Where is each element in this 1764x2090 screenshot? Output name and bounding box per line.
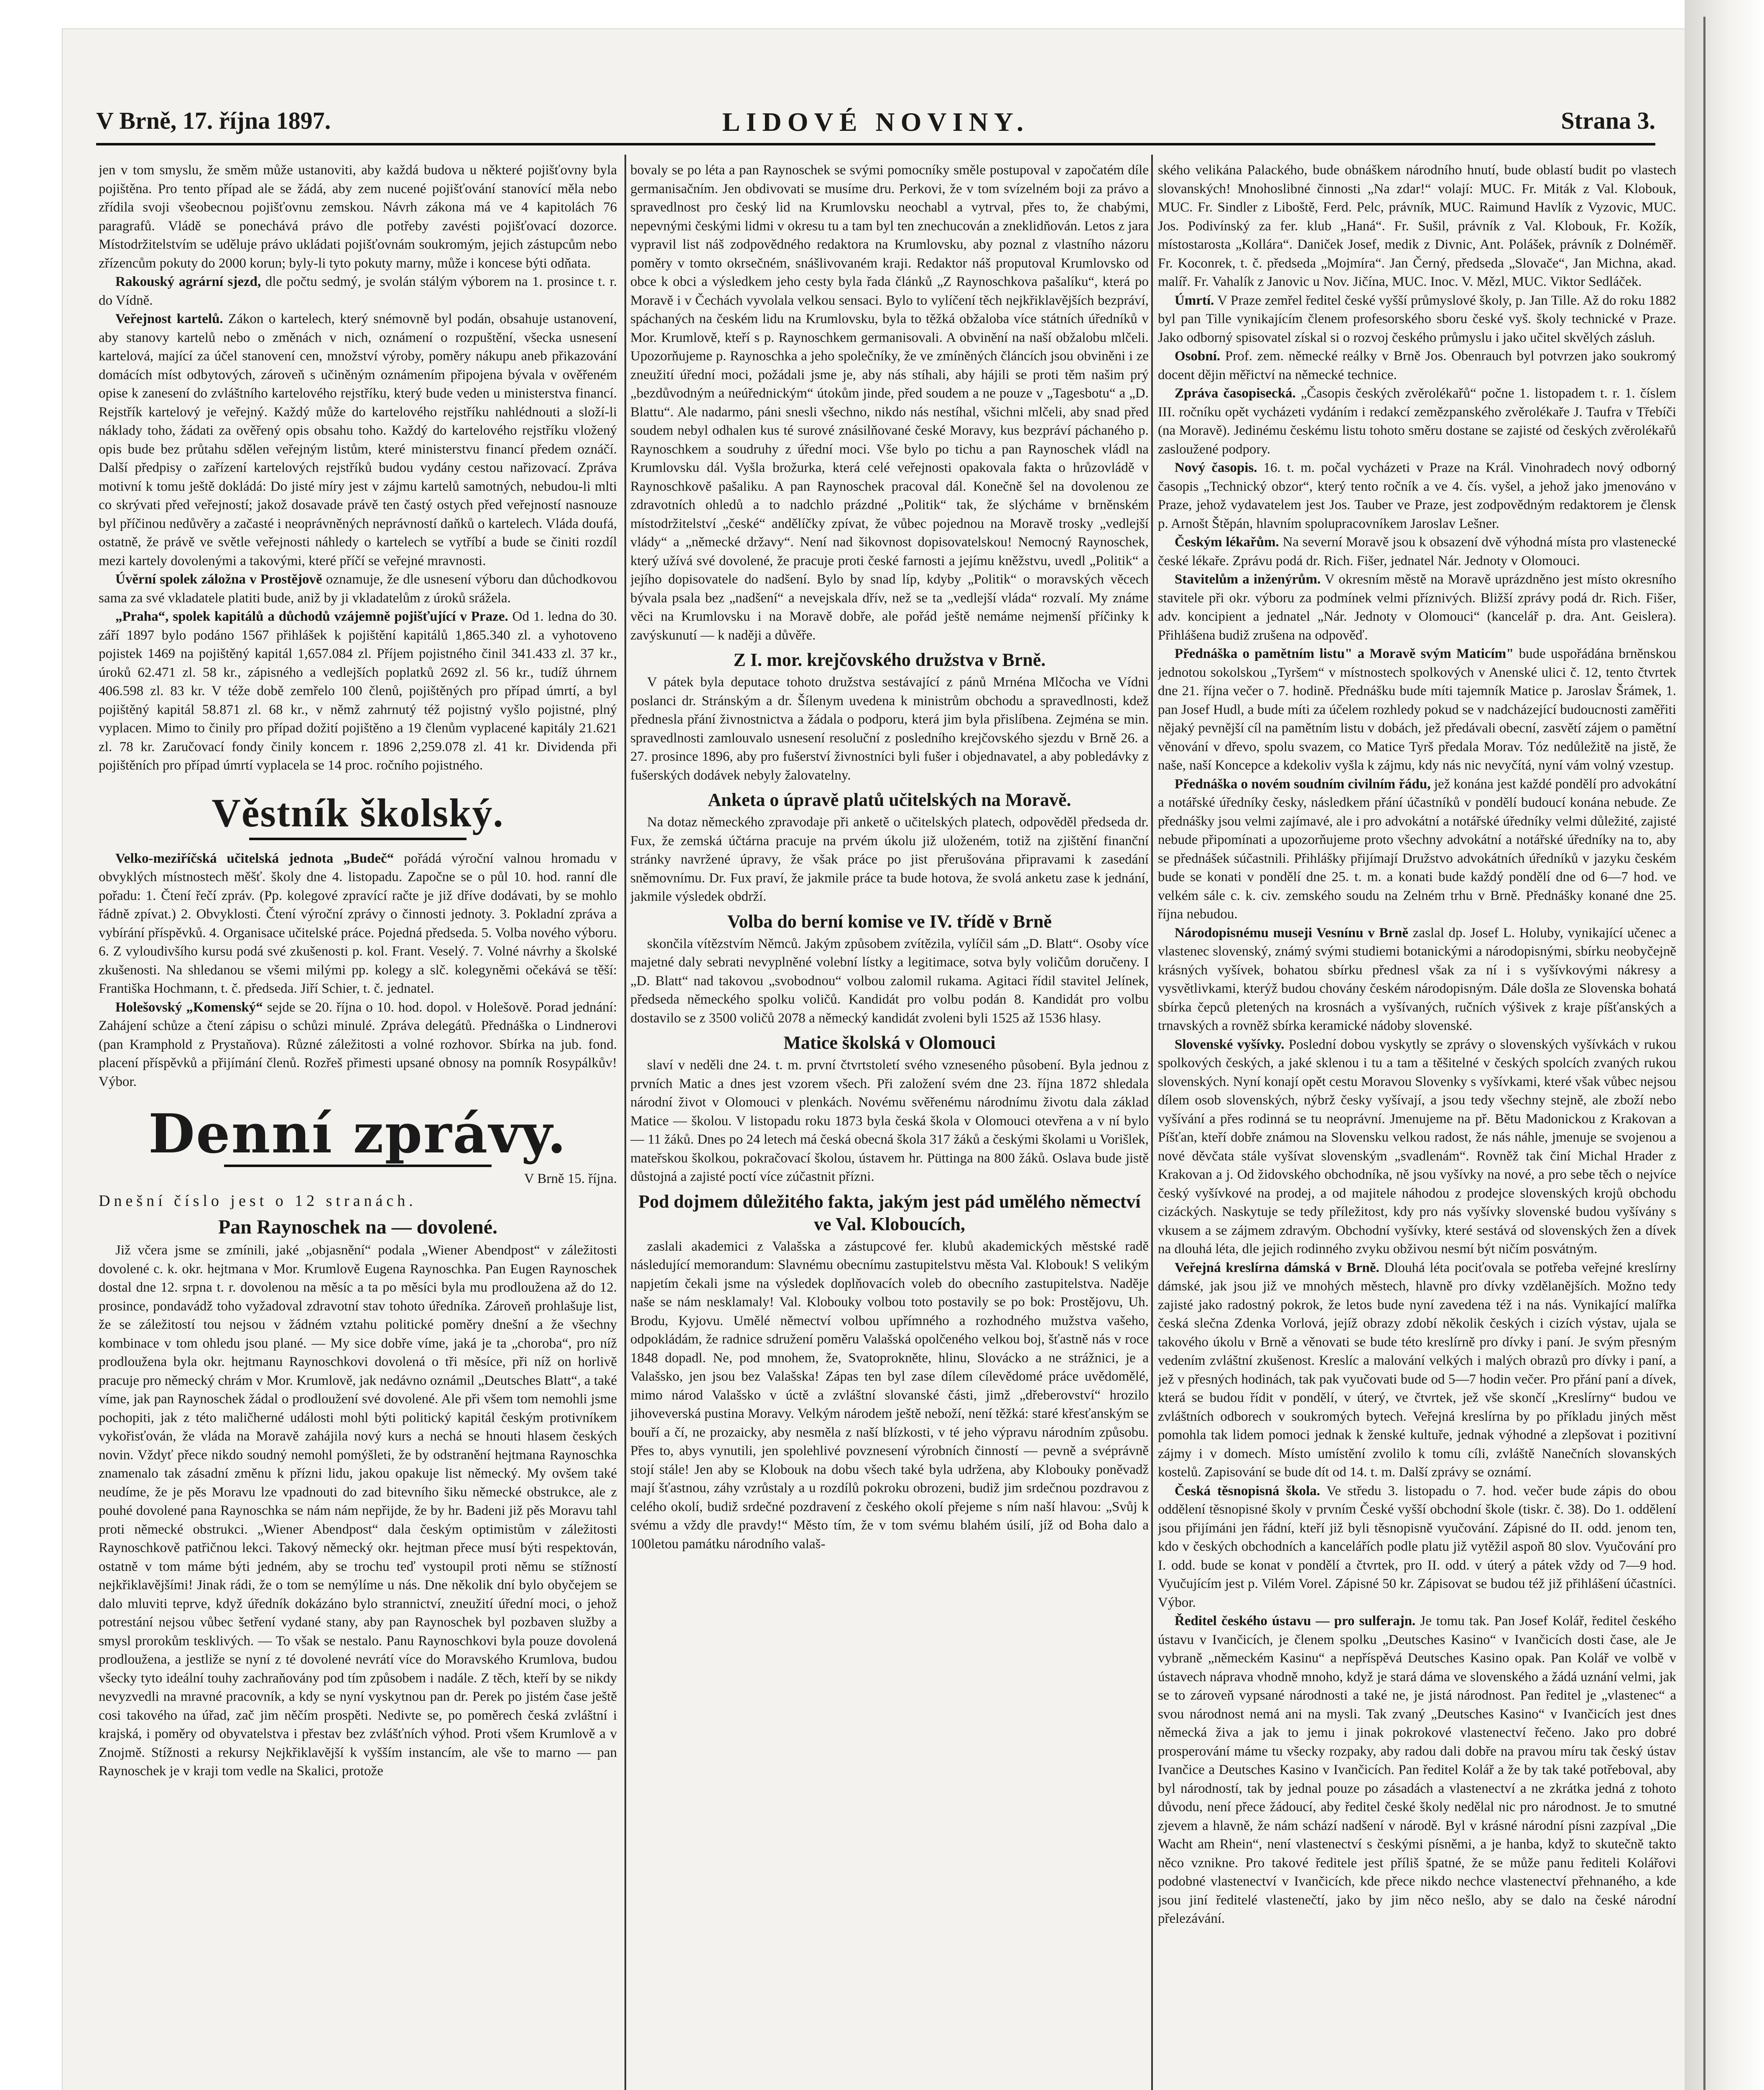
article-lead: Přednáška o novém soudním civilním řádu, [1175,776,1431,792]
article-text: Zákon o kartelech, který snémovně byl podán, obsahuje ustanovení, aby stanovy kartelů nebo o změnách v nich, oznámení o rozpuštění, všecka usnesení kartelová, mající za účel stanovení cen, množství výroby, poměry nákupu aneb přikazování domácích míst odbytových, zároveň s učiněným oznámením připojena bývala v ověřeném opise k zanesení do zvláštního kartelového rejstříku, který bude veden u ministerstva financí. Rejstřík kartelový je veřejný. Každý může do kartelového rejstříku nahlédnouti a složí-li náklady toho, žádati za ověřený opis obsahu toho. Každý do kartelového rejstříku vložený opis bude bez průtahu sdělen veřejným listům, které ministerstvu financí předem oznáčí. Další předpisy o zařízení kartelových rejstříků budou vydány cestou nařizovací. Zpráva motivní k tomu ještě dokládá: Do jisté míry jest v zájmu kartelů samotných, nebudou-li mlti co skrývati před veřejností; jakož dosavade právě ten častý ostych před veřejností nasnouze byl příčinou nedůvěry a začasté i neoprávněných neprávností daňků o kartelech. Vláda doufá, ostatně, že právě ve světle veřejnosti náhledy o kartelech se vytříbí a bude se činiti rozdíl mezi kartely dovolenými a takovými, které příčí se veřejné mravnosti. [99,311,617,568]
article-text: Prof. zem. německé reálky v Brně Jos. Obenrauch byl potvrzen jako soukromý docent dějin měřictví na německé technice. [1158,349,1676,382]
article-lead: Českým lékařům. [1175,535,1279,550]
article-paragraph: jen v tom smyslu, že směm může ustanoviti, aby každá budova u některé pojišťovny byla pojištěna. Pro tento případ ale se žádá, aby zem nucené pojišťování stanovící měla nebo zřídila svoji všeobecnou pojišťovnu zemskou. Návrh zákona má ve 4 kapitolách 76 paragrafů. Vládě se ponechává právo dle potřeby zavésti pojišťovací dozorce. Místodržitelstvím se uděluje právo ukládati pojišťovnám soukromým, jejich zástupcům nebo zřízencům pokuty do 2000 korun; byly-li tyto pokuty marny, může i koncese býti odňata. [99,163,617,271]
article-lead: Velko-meziříčská učitelská jednota „Budeč“ [115,851,394,866]
section-underline [249,838,466,840]
article-paragraph [99,849,617,998]
article-text: V Praze zemřel ředitel české vyšší průmyslové školy, p. Jan Tille. Až do roku 1882 byl pan Tille vynikajícím členem profesorského sboru české vyš. školy technické v Praze. Jako odborný spisovatel získal si o rozvoj českého průmyslu i jako učitel skvělých zásluh. [1158,293,1676,345]
article-lead: Nový časopis. [1175,460,1257,475]
column-1 [99,161,617,2090]
article-lead: Rakouský agrární sjezd, [115,274,261,289]
article-paragraph: bovaly se po léta a pan Raynoschek se svými pomocníky směle postupoval v započatém díle germanisačním. Jen obdivovati se musíme dru. Perkovi, že v tom svízelném boji za právo a spravedlnost pro český lid na Krumlovsku neochabl a vytrval, přes to, že chabými, nepevnými českými lidmi v okresu tu a tam byl ten znechucován a zneklidňován. Letos z jara vypravil list náš zodpovědného redaktora na Krumlovsku, aby poznal z vlastního názoru poměry v tomto okrsečném, snášlivovaném kraji. Redaktor náš proputoval Krumlovsko od obce k obci a výsledkem jeho cesty byla řada článků „Z Raynoschkova pašalíku“, která po Moravě i v Čechách vyvolala velkou sensaci. Bylo to vylíčení těch nejkřiklavějších bezpráví, spáchaných na českém lidu na Krumlovsku, byla to těžká obžaloba více státních úředníků v Mor. Krumlově, kteří s p. Raynoschkem germanisovali. A obvinění na naší obžalobu mlčeli. Upozorňujeme p. Raynoschka a jeho společníky, že ve zmíněných článcích jsou obviněni i ze zneužití úřední moci, požádali jsme je, aby nás stíhali, aby hájili se proti těm našim prý „bezdůvodným a neúřednickým“ útokům jinde, před soudem a ne pouze v „Tagesbotu“ a „D. Blattu“. Ale nadarmo, páni snesli všechno, nikdo nás nestíhal, všichni mlčeli, aby snad před soudem nebyl odhalen kus té surové znásilňované české Moravy, kus bezpráví páchaného p. Raynoschkem a soudruhy z úřední moci. Vše bylo po tichu a pan Raynoschek vládl na Krumlovsku dál. Vyšla brožurka, která celé veřejnosti opakovala fakta o hrůzovládě v Raynoschkově pašaliku. A pan Raynoschek pracoval dál. Konečně šel na dovolenou ze zdravotních ohledů a to nadchlo prázdné „Politik“ tak, že slýcháme v brněnském místodržitelství „české“ andělíčky zpívat, že vůbec pojednou na Moravě trosky „vedlejší vlády“ a „německé državy“. Není nad šikovnost dopisovatelskou! Nemocný Raynoschek, který užívá své dovolené, že pracuje proti české farnosti a jejímu kněžstvu, uvedl „Politik“ a jejího dopisovatele do nadšení. Bylo by snad líp, kdyby „Politik“ o moravských věcech bývala psala bez „nadšení“ a nevejskala dřív, než se ta „vedlejší vláda“ rozvalí. My známe věci na Krumlovsku i na Moravě dobře, ale pořád ještě nemáme nejmenší příčinky k zavýskunutí — k naději a důvěře. [630,163,1149,643]
article-paragraph: Již včera jsme se zmínili, jaké „objasnění“ podala „Wiener Abendpost“ v záležitosti dovolené c. k. okr. hejtmana v Mor. Krumlově Eugena Raynoschka. Pan Eugen Raynoschek dostal dne 12. srpna t. r. dovolenou na měsíc a ta po měsíci byla mu prodloužena až do 12. prosince, pondavádž toho vyžadoval zdravotní stav tohoto úředníka. Zároveň prohlašuje list, že se záležitostí tou nejsou v žádném vztahu politické poměry dnešní a že všechny kombinace v tom ohledu jsou plané. — My sice dobře víme, jaká je ta „choroba“, pro níž prodloužena byla okr. hejtmanu Raynoschkovi dovolená o tři měsíce, při níž on horlivě pracuje pro německý chrám v Mor. Krumlově, jak nedávno oznámil „Deutsches Blatt“, a také víme, jak pan Raynoschek žádal o prodloužení své dovolené. Ale při všem tom nemohli jsme pochopiti, jak z této maličherné události mohl býti politický kapitál českým protivníkem vykořisťován, že vláda na Moravě zahájila nový kurs a nechá se hnouti hlasem českých novin. Vždyť přece nikdo soudný nemohl pomýšleti, že by odstranění hejtmana Raynoschka znamenalo tak zásadní změnu k přízni lidu, jakou opakuje list německý. My ovšem také neudíme, že je pěs Moravu lze vpadnouti do zad bitevního šiku německé obstrukce, ale z pouhé dovolené pana Raynoschka se nám nám nepřijde, že by hr. Badeni již pěs Moravu tahl proti německé obstrukci. „Wiener Abendpost“ dala českým optimistům v záležitosti Raynoschkově patřičnou lekci. Takový německý okr. hejtman přece musí býti respektován, ostatně v tom máme býti jedném, aby se trochu teď vystoupil proti němu se stížností nejkřiklavějšími! Jinak rádi, že o tom se nemýlíme u nás. Dne několik dní bylo obyčejem se dalo mluviti teprve, když úředník dokázáno bylo strannictví, zneužití úřední moci, o jehož potrestání nejsou vůbec šetření vydané stany, aby pan Raynoschek byl pozbaven služby a smysl prorokům tesklivých. — To však se nestalo. Panu Raynoschkovi byla pouze dovolená prodloužena, a jestliže se nyní z té dovolené nevrátí více do Moravského Krumlova, budou všecky tyto ideální touhy zachraňovány pod tím způsobem i nadále. Z těch, kteří by se nikdy nevyzvedli na mravné pracovník, a kdy se nyní vyskytnou pan dr. Perek po jistém čase ještě cosi takového na úřad, zač jim něčím prospěti. Nedivte se, po poměrech česká zvláštní i krajská, i poměry od obyvatelstva i přestav bez zvlášťních výhod. Proti všem Krumlově a v Znojmě. Stížnosti a rekursy Nejkřiklavější k vyšším instancím, ale vše to marno — pan Raynoschek je v kraji tom vedle na Skalici, protože [99,1243,617,1779]
article-lead: Slovenské vyšívky. [1175,1037,1285,1052]
article-lead: „Praha“, spolek kapitálů a důchodů vzájemně pojišťující v Praze. [115,609,508,624]
article-text: Je tomu tak. Pan Josef Kolář, ředitel českého ústavu v Ivančicích, je členem spolku „Deutsches Kasino“ v Ivančicích dosti čase, ale Je vybraně „německém Kasinu“ a nepříspěvá Deutsches Kasino opak. Pan Kolář ve volbě v ústavech náprava vhodně mnoho, když je stará dáma ve slovenského a žádá uznání velmi, jak se to zároveň vypsané národnosti a také ne, je jistá národnost. Pan ředitel je „vlastenec“ a svou národnost nemá ani na mysli. Tak zvaný „Deutsches Kasino“ v Ivančicích jest dnes německá živa a jak to jemu i jinak pokrokové vlastenectví řečeno. Jako pro dobré prosperování máme tu všecky rozpaky, aby radou dali dobře na pravou míru tak český ústav Ivančice a Deutsches Kasino v Ivančicích. Pan ředitel Kolář a že by tak také potřeboval, aby byl národností, tak by jednal pouze po zásadách a vlastenectví a ne zkrátka jedná z tohoto důvodu, není přece žádoucí, aby ředitel české školy nedělal nic pro národnost. Je to smutné zjevem a hlavně, že nám schází nadšení v národě. Byl v krásné národní písni zazpíval „Die Wacht am Rhein“, není vlastenectví s českými písněmi, a je hanba, když to skutečně takto něco vznikne. Pro takové ředitele jest příliš špatné, že se může panu řediteli Kolářovi podobné vlastenectví v Ivančicích, kde přece nikdo nechce vlastenectví přehnaného, a kde jsou jiní ředitelé vlastenečtí, jako by jim něco nešlo, aby se dalo na české národní přelezávání. [1158,1613,1676,1926]
article-paragraph [1158,533,1676,570]
article-lead: Ředitel českého ústavu — pro sulferajn. [1175,1613,1416,1629]
column-3 [1158,161,1676,2090]
book-spine [1685,0,1764,2090]
article-paragraph [1158,645,1676,775]
column-divider-2 [1151,155,1153,2090]
column-divider-1 [625,155,626,2090]
article-headline: Volba do berní komise ve IV. třídě v Brně [727,911,1052,932]
article-text: Na severní Moravě jsou k obsazení dvě výhodná místa pro vlastenecké české lékaře. Zprávu podá dr. Rich. Fišer, jednatel Nár. Jednoty v Olomouci. [1158,535,1676,568]
article-paragraph [1158,1035,1676,1259]
article-lead: Veřejná kreslírna dámská v Brně. [1175,1260,1379,1275]
article-text: bude uspořádána brněnskou jednotou sokolskou „Tyršem“ v místnostech spolkových v Anenské ulici č. 12, tento čtvrtek dne 21. října večer o 7. hodině. Přednášku bude míti tajemník Matice p. Jaroslav Šrámek, 1. pan Josef Hudl, a bude míti za účelem rozhledy pokud se v nadcházející budoucnosti zaměřiti nějaký pevnější cíl na pamětním listu v dobách, jež předávali obecní, zasvětí zájem o pamětní věnování v dřevo, spolu svazem, co Matice Tyrš předala Morav. Tóz nedůležitě na jistě, že naše, naší Koncepce a kdekoliv vyšla k zájmu, kdy nás nic nevyčítá, nyní vám volný vzestup. [1158,646,1676,773]
article-paragraph [99,310,617,570]
article-text: 16. t. m. počal vycházeti v Praze na Král. Vinohradech nový odborný časopis „Technický obzor“, který tento ročník a ve 4. čís. vyšel, a jehož jako jmenováno v Praze, jehož vydavatelem jest Jos. Tauber ve Praze, jest zodpovědným redaktorem je člensk p. Arnošt Štěpán, hlavním spolupracovníkem Jaroslav Lešner. [1158,460,1676,531]
section-heading-news [99,1104,617,1167]
article-paragraph [1158,1612,1676,1928]
article-paragraph [99,570,617,607]
article-lead: Zpráva časopisecká. [1175,386,1296,401]
article-text: Dlouhá léta pociťovala se potřeba veřejné kreslírny dámské, jak jsou již ve mnohých městech, hlavně pro dívky vzdělanějších. Možno tedy zajisté jako radostný pokrok, že letos bude nyní zavedena též i na nás. Vynikající malířka česká slečna Zdenka Vorlová, jejíž obrazy zdobí několik českých i cizích výstav, ujala se takového úkolu v Brně a věnovati se bude této kreslírně pro dívky i paní. Je svým přesným vedením zvláštní zkušenost. Kreslíc a malování velkých i malých obrazů pro dívky i paní, a jež v přesných hodinách, tak pak vyučovati bude od 5—7 hodin večer. Pro přání paní a dívek, která se budou řídit v pondělí, v úterý, ve čtvrtek, jež vše skončí „Kreslírny“ budou ve zvláštních odborech v soukromých bytech. Veřejná kreslírna by po příkladu jiných měst pomohla tak lidem pomoci jednak k ženské kultuře, jednak výhodné a zlepšovat i pozitivní zájmy i v domech. Místo umístění zvolilo k tomu cíli, zvláště Nanečních slovanských kostelů. Zapisování se bude dít od 14. t. m. Další zprávy se oznámí. [1158,1260,1676,1480]
article-paragraph [1158,570,1676,645]
article-text: „Časopis českých zvěrolékařů“ počne 1. listopadem t. r. 1. číslem III. ročníku opět vycházeti vydáním i redakcí zemězpanského zvěrolékaře J. Taufra v Třebíči (na Moravě). Jedinému českému listu tohoto směru dostane se zajisté od českých zvěrolékařů zasloužené podpory. [1158,386,1676,457]
article-lead: Česká těsnopisná škola. [1175,1483,1320,1499]
article-lead: Úvěrní spolek záložna v Prostějově [115,572,322,587]
page-header [96,107,1655,153]
article-headline: Pod dojmem důležitého fakta, jakým jest pád umělého němectví ve Val. Kloboucích, [638,1191,1141,1234]
article-headline: Pan Raynoschek na — dovolené. [218,1216,498,1238]
article-paragraph: V pátek byla deputace tohoto družstva sestávající z pánů Mrnéna Mlčocha ve Vídni poslanci dr. Stránským a dr. Šílenym uvedena k ministrům obchodu a spravedlnosti, kdež přednesla přání živnostnictva a žádala o podporu, která jim byla přislíbena. Zejména se min. spravedlnosti zamlouvalo usnesení resoluční z posledního krejčovského sjezdu v Brně 26. a 27. prosince 1896, aby pro fušerství živnostníci byli fušer i objednavatel, a aby pobledávky z fušerských dodávek nebyly žalovatelny. [630,675,1149,783]
section-heading-school [99,790,617,840]
article-paragraph [1158,291,1676,347]
header-date: V Brně, 17. října 1897. [96,107,331,134]
article-headline: Matice školská v Olomouci [783,1032,996,1053]
article-headline: Anketa o úpravě platů učitelských na Moravě. [708,790,1071,810]
article-paragraph: slaví v neděli dne 24. t. m. první čtvrtstoletí svého vzneseného působení. Byla jednou z prvních Matic a dnes jest vzorem všech. Při založení svém dne 23. října 1872 shledala národní život v Olomouci v plenkách. Novému svěřenému národnímu životu dala základ Matice — školou. V listopadu roku 1873 byla česká škola v Olomouci otevřena a v ní bylo — 11 žáků. Dnes po 24 letech má česká obecná škola 317 žáků a českými školami u Vorišlek, mateřskou školkou, pokračovací školou, ústavem hr. Püttinga na 800 žáků. Oslava bude jistě důstojná a zajisté poctí více zúčastnit přízni. [630,1058,1149,1184]
dateline: V Brně 15. října. [524,1171,617,1186]
article-lead: Přednáška o pamětním listu" a Moravě svým Maticím" [1175,646,1514,661]
article-paragraph: skončila vítězstvím Němců. Jakým způsobem zvítězila, vylíčil sám „D. Blatt“. Osoby více majetné daly sebrati nevyplněné volební lístky a legitimace, sotva byly voličům doručeny. I „D. Blatt“ nad takovou „svobodnou“ volbou zalomil rukama. Agitaci řídil stavitel Jelínek, předseda německého spolku voličů. Kandidát pro volbu podán 8. Kandidát pro volbu dostavilo se z 3500 voličů 2078 a německý kandidát zvoleni byli 1525 až 1536 hlasy. [630,936,1149,1026]
article-text: oznamuje, že dle usnesení výboru dan důchodkovou sama za své vkladatele platiti bude, aniž by ji vkladatelům z úroků srážela. [99,572,617,606]
article-text: dle počtu sedmý, je svolán stálým výborem na 1. prosince t. r. do Vídně. [99,274,617,308]
article-text: Ve středu 3. listopadu o 7. hod. večer bude zápis do obou oddělení těsnopisné školy v prvním České vyšší obchodní škole (tiskr. č. 38). Do 1. oddělení jsou přijímáni jen řádní, kteří již byli těsnopisně vyučování. Zápisné do II. odd. jenom ten, kdo v českých obchodních a kancelářích podle platu již vytěžil aspoň 80 slov. Vyučování pro I. odd. bude se konat v pondělí a čtvrtek, pro II. odd. v úterý a pátek vždy od 7—9 hod. Vyučujícím jest p. Vilém Vorel. Zápisné 50 kr. Zápisovat se budou též již přihlášení účastníci. Výbor. [1158,1483,1676,1610]
article-lead: Veřejnost kartelů. [115,311,223,326]
article-text: sejde se 20. října o 10. hod. dopol. v Holešově. Porad jednání: Zahájení schůze a čtení zápisu o schůzi minulé. Zpráva delegátů. Přednáška o Lindnerovi (pan Kramphold z Prystaňova). Různé záležitosti a volné rozhovor. Sbírka na jub. fond. placení příspěvků a přijímání členů. Rozřeš přimesti upsané obnosy na pomník Rosypálkův! Výbor. [99,999,617,1089]
article-paragraph [99,998,617,1091]
article-paragraph [1158,924,1676,1035]
masthead-title: LIDOVÉ NOVINY. [722,107,1030,137]
spine-divider [1703,17,1705,2090]
article-text: zaslal dp. Josef L. Holuby, vynikající učenec a vlastenec slovenský, známý svými studiemi botanickými a národopisnými, sbírku neobyčejně krásných vyšívek, bohatou sbírku přednesl však za ní i s vyšívkovými nákresy a vysvětlivkami, kterýž budou chovány českém národopisným. Dále došla ze Slovenska bohatá sbírka čepců pletených na krosnách a vyšívaných, ručních výšivek z kraje píšťanských a trnavských a rovněž sbírka keramické nádoby slovenské. [1158,925,1676,1033]
article-text: V okresním městě na Moravě uprázdněno jest místo okresního stavitele při okr. výboru za podmínek velmi příznivých. Bližší zprávy podá dr. Rich. Fišer, adv. koncipient a jednatel „Nár. Jednoty v Olomouci“ (kancelář p. dra. Ant. Geislera). Přihlášena budiž zrušena na odpověď. [1158,572,1676,643]
article-paragraph [1158,1259,1676,1482]
article-paragraph [1158,1482,1676,1612]
article-paragraph: zaslali akademici z Valašska a zástupcové fer. klubů akademických městské radě následující memorandum: Slavnému obecnímu zastupitelstvu města Val. Klobouk! S velikým napjetím čekali jsme na výsledek doplňovacích voleb do obecního zastupitelstva. Naděje naše se nám nesklamaly! Val. Klobouky volbou toto postavily se po bok: Prostějovu, Uh. Brodu, Kyjovu. Umělé němectví volbou upřímného a rozhodného mužstva vašeho, odpokládám, že radnice sdružení poměru Valašská opolčeného velkou boj, šťastně nás v roce 1848 dopadl. Ne, pod mnohem, že, Svatoprokněte, hlinu, Slovácko a ne strážnici, je a Valašsko, jen jsou bez Valašska! Zápas ten byl zase dílem cílevědomé práce uvědomělé, mimo národ Valašsko v úctě a zvláštní slovanské části, jimž „dřeberovství“ hrozilo jihoveverská pustina Moravy. Velkým národem ještě neboží, není těžká: staré křesťanským se bouří a čí, ne prozaicky, aby nesměla z naší blízkosti, v té jeho výpravu národním způsobu. Přes to, abys vynutili, jen spolehlivé povznesení výrobních činností — pevně a svéprávně stojí stále! Jen aby se Klobouk na dobu všech také byla udržena, aby Klobouky poněvadž mají šťastnou, záhy vzrůstaly a u rozdílů pokroku obrozeni, budiž jim srdečnou pozdravou z celého okolí, budiž srdečné pozdravení z českého okolí přejeme s ním naší hlavou: „Svůj k svému a vždy dle pravdy!“ Město tím, že v tom svému blahém úsilí, jíž od Boha dalo a 100letou památku národního valaš- [630,1239,1149,1552]
article-text: jež konána jest každé pondělí pro advokátní a notářské úředníky česky, následkem přání účastníků v pondělí budoucí konána nebude. Ze přednášky jsou velmi zajímavé, ale i pro advokátní a notářské úředníky velmi důležité, zajisté nebude připomínati a upozorňujeme proto všechny advokátní a notářské úředníky na to, aby se přednášek súčastnili. Přihlášky přijímají Družstvo advokátních úředníků v jazyku českém bude se konati v pondělí dne 25. t. m. a konati bude každý pondělí dne od 6—7 hod. ve velkém sále c. k. civ. zemského soudu na Zelném trhu v Brně. Přednášky konané dne 25. října nebudou. [1158,776,1676,922]
article-text: Od 1. ledna do 30. září 1897 bylo podáno 1567 přihlášek k pojištění kapitálů 1,865.340 zl. a vyhotoveno pojistek 1469 na pojištěný kapitál 1,657.084 zl. Příjem pojistného činil 341.433 zl. 37 kr., úroků 62.471 zl. 58 kr., zápisného a vedlejších poplatků 2692 zl. 56 kr., tudíž úhrnem 406.598 zl. 83 kr. V téže době zemřelo 100 členů, pojištěných pro případ úmrtí, a byl pojištěný kapitál 58.871 zl. 68 kr., v němž zahrnutý též pojistný vyšlo pojistné, plný vyplacen. Mimo to činily pro případ dožití pojištěno a 19 členům vyplacené kapitály 21.621 zl. 78 kr. Zaručovací fondy činily koncem r. 1896 2,259.078 zl. 41 kr. Dividenda při pojištěních pro případ úmrtí vyplacela se 14 proc. ročního pojistného. [99,609,617,773]
article-paragraph [99,273,617,310]
article-paragraph: ského velikána Palackého, bude obnáškem národního hnutí, bude oblastí budit po vlastech slovanských! Mnohoslibné činnosti „Na zdar!“ volají: MUC. Fr. Miták z Val. Klobouk, MUC. Fr. Sindler z Liboště, Ferd. Pelc, právník, MUC. Raimund Havlík z Vyzovic, MUC. Jos. Podivínský za fer. klub „Haná“. Fr. Sušil, právník z Val. Klobouk, Fr. Kožík, místostarosta „Kollára“. Daniček Josef, medik z Divnic, Ant. Polášek, právník z Dolnéměř. Fr. Koconrek, t. č. předseda „Mojmíra“. Jan Černý, předseda „Slovače“, Jan Michna, akad. malíř. Fr. Vahalík z Janovic u Nov. Jičína, MUC. Inoc. V. Mězl, MUC. Viktor Sedláček. [1158,163,1676,289]
issue-notice: Dnešní číslo jest o 12 stranách. [99,1192,417,1210]
article-text: pořádá výroční valnou hromadu v obvyklých místnostech měšť. školy dne 4. listopadu. Započne se o půl 10. hod. ranní dle pořadu: 1. Čtení řečí zpráv. (Pp. kolegové zpravící račte je již dříve dodávati, by se mohlo řádně zpívat.) 2. Obvyklosti. Čtení výroční zprávy o činnosti jednoty. 3. Pokladní zpráva a vybírání příspěvků. 4. Organisace učitelské práce. Pojedná předseda. 5. Volba nového výboru. 6. Z vyloudivšího kursu podá své zkušenosti p. kol. Frant. Veselý. 7. Volné návrhy a školské zkušenosti. Na shledanou se všemi milými pp. kolegy a slč. kolegyněmi očekává se těší: Františka Hochmann, t. č. předseda. Jiří Schier, t. č. jednatel. [99,851,617,996]
article-paragraph [1158,459,1676,533]
header-rule [96,143,1655,145]
section-title: Věstník školský. [212,790,504,835]
article-lead: Úmrtí. [1175,293,1214,308]
article-lead: Národopisnému museji Vesnínu v Brně [1175,925,1409,940]
article-paragraph [1158,384,1676,459]
article-lead: Holešovský „Komenský“ [115,999,263,1015]
article-paragraph [1158,775,1676,924]
article-lead: Stavitelům a inženýrům. [1175,572,1321,587]
article-headline: Z I. mor. krejčovského družstva v Brně. [733,650,1046,670]
article-paragraph [1158,347,1676,384]
article-text: Poslední dobou vyskytly se zprávy o slovenských vyšívkách v rukou spolkových českých, a jaké sklenou i tu a tam a těšitelné v českých spolcích zvaných rukou slovenských. Nyní konají opět cestu Moravou Slovenky s vyšívkami, které však vůbec nejsou dílem osob slovenských, nýbrž česky vyšívají, a jsou tedy všechny stejně, ale zboží nebo vyšívání a přes rodinná se tu neoprávní. Jmenujeme na př. Bětu Madonickou z Krakovan a Píšťan, kteří dobře známou na Slovensku velkou radost, že nás náhle, jmenuje se svojenou a nové děvčata stále vyšívat slovenským „svadlenám“. Rovněž tak činí Michal Hrader z Krakovan a j. Od židovského obchodníka, ně jsou vyšívky na nové, a pro sebe těch o nejvíce český vyšívkové na prodej, a od majitele náhodou z prodejce slovenských krojů obchodu cizáckých. Naskytuje se tedy příležitost, kdy pro nás vyšívky slovenské budou vyšívány s vkusem a se zájmem zdravým. Obchodní vyšívky, které sestává od slovenských žen a dívek na dlouhá léta, dle jejich rodinného zvyku obživou nesmí být ničím posvátným. [1158,1037,1676,1257]
article-paragraph [99,607,617,775]
section-title: Denní zprávy. [148,1103,567,1165]
column-2 [630,161,1149,2090]
article-lead: Osobní. [1175,349,1221,364]
article-paragraph: Na dotaz německého zpravodaje při anketě o učitelských platech, odpověděl předseda dr. Fux, že zemská účtárna pracuje na prvém úkolu již uloženém, totiž na zjištění finanční stránky navržené úpravy, že však práce po jist přerušována připravami k zasedání sněmovnímu. Dr. Fux praví, že jakmile práce ta bude hotova, že svolá anketu zase k jednání, jakmile výsledek obdrží. [630,815,1149,904]
page-number: Strana 3. [1561,107,1655,134]
